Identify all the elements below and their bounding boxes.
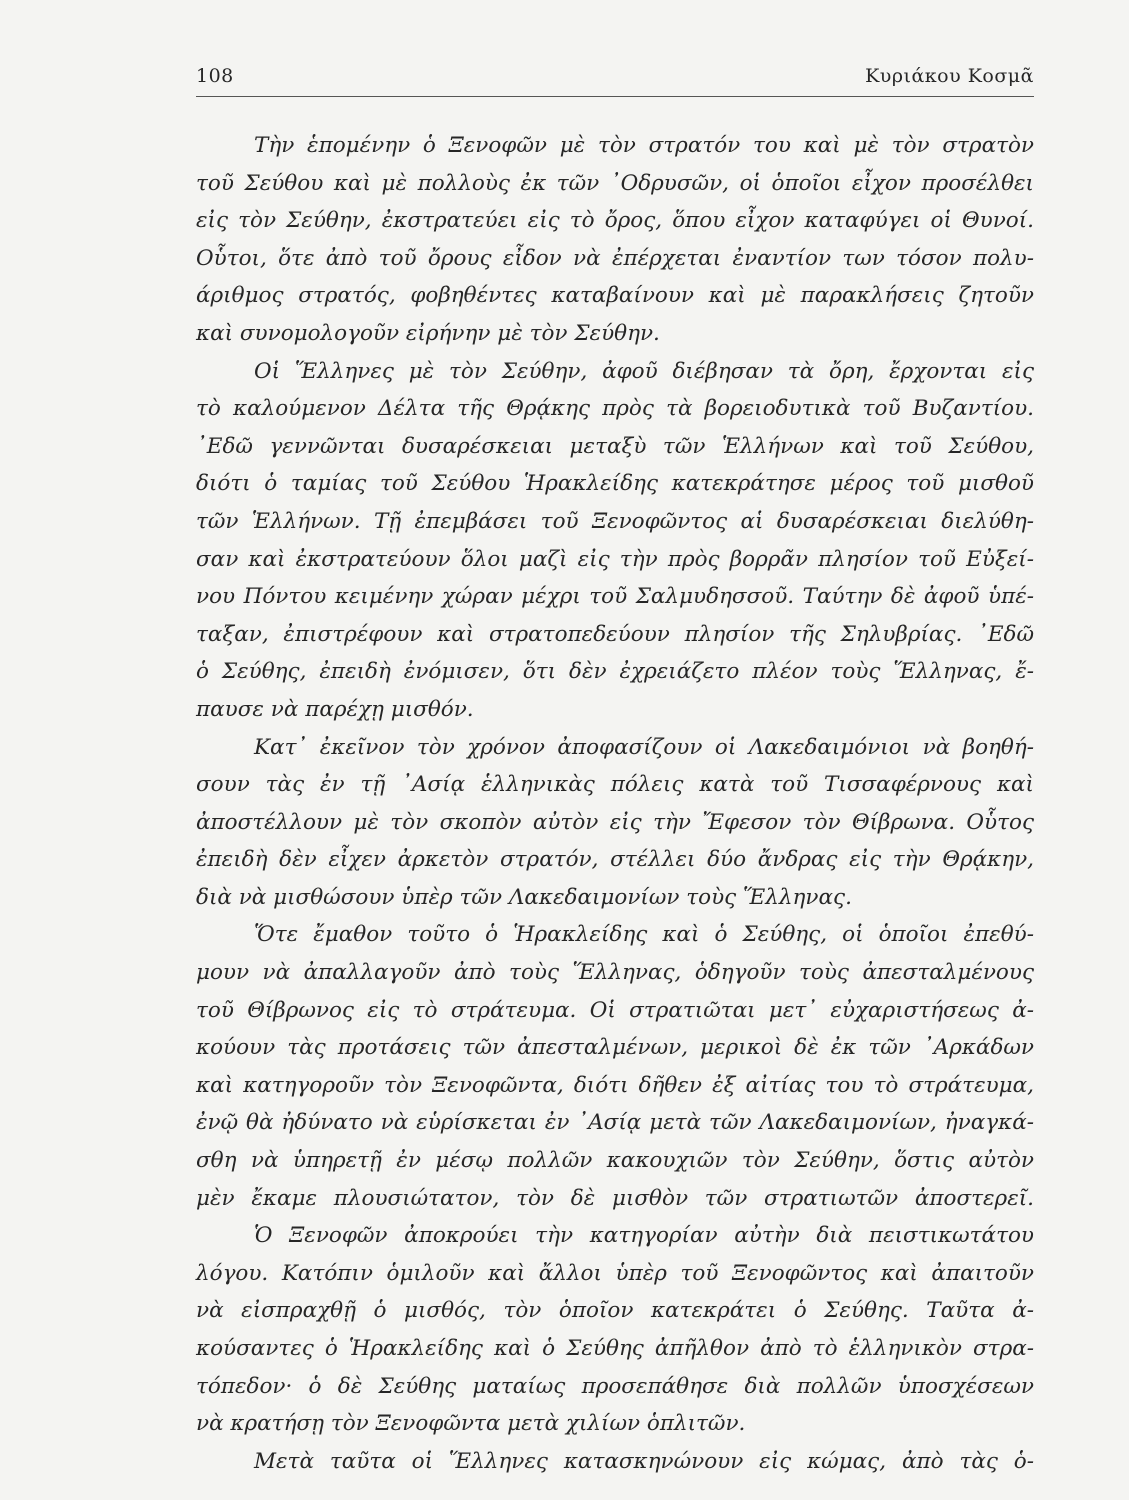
paragraph-first-line: Μετὰ ταῦτα οἱ Ἕλληνες κατασκηνώνουν εἰς κώμας, ἀπὸ τὰς ὁ- — [254, 1448, 1034, 1474]
text-line: παυσε νὰ παρέχῃ μισθόν. — [196, 696, 474, 722]
text-line: νου Πόντου κειμένην χώραν μέχρι τοῦ Σαλμυδησσοῦ. Ταύτην δὲ ἀφοῦ ὑπέ- — [196, 584, 1034, 610]
paragraph-first-line: Ὁ Ξενοφῶν ἀποκρούει τὴν κατηγορίαν αὐτὴν διὰ πειστικωτάτου — [254, 1223, 1034, 1249]
text-line: σουν τὰς ἐν τῇ ᾽Ασίᾳ ἑλληνικὰς πόλεις κατὰ τοῦ Τισσαφέρνους καὶ — [196, 772, 1034, 798]
running-head: Κυριάκου Κοσμᾶ — [865, 65, 1034, 87]
text-line: εἰς τὸν Σεύθην, ἐκστρατεύει εἰς τὸ ὄρος, ὅπου εἶχον καταφύγει οἱ Θυνοί. — [196, 208, 1034, 234]
page-header — [196, 62, 1034, 92]
text-line: ἀποστέλλουν μὲ τὸν σκοπὸν αὐτὸν εἰς τὴν Ἔφεσον τὸν Θίβρωνα. Οὗτος — [196, 809, 1034, 835]
text-line: Οὗτοι, ὅτε ἀπὸ τοῦ ὄρους εἶδον νὰ ἐπέρχεται ἐναντίον των τόσον πολυ- — [196, 245, 1034, 271]
text-line: σαν καὶ ἐκστρατεύουν ὅλοι μαζὶ εἰς τὴν πρὸς βορρᾶν πλησίον τοῦ Εὐξεί- — [196, 546, 1034, 572]
text-line: τοῦ Θίβρωνος εἰς τὸ στράτευμα. Οἱ στρατιῶται μετ᾽ εὐχαριστήσεως ἀ- — [196, 997, 1034, 1023]
text-line: σθη νὰ ὑπηρετῇ ἐν μέσῳ πολλῶν κακουχιῶν τὸν Σεύθην, ὅστις αὐτὸν — [196, 1148, 1034, 1174]
paragraph-first-line: Οἱ Ἕλληνες μὲ τὸν Σεύθην, ἀφοῦ διέβησαν τὰ ὄρη, ἔρχονται εἰς — [254, 358, 1034, 384]
text-line: διὰ νὰ μισθώσουν ὑπὲρ τῶν Λακεδαιμονίων τοὺς Ἕλληνας. — [196, 884, 852, 910]
text-line: μὲν ἔκαμε πλουσιώτατον, τὸν δὲ μισθὸν τῶν στρατιωτῶν ἀποστερεῖ. — [196, 1185, 1034, 1211]
text-line: καὶ κατηγοροῦν τὸν Ξενοφῶντα, διότι δῆθεν ἐξ αἰτίας του τὸ στράτευμα, — [196, 1072, 1034, 1098]
text-line: ταξαν, ἐπιστρέφουν καὶ στρατοπεδεύουν πλησίον τῆς Σηλυβρίας. ᾽Εδῶ — [196, 621, 1034, 647]
text-line: τόπεδον· ὁ δὲ Σεύθης ματαίως προσεπάθησε διὰ πολλῶν ὑποσχέσεων — [196, 1373, 1034, 1399]
text-line: τὸ καλούμενον Δέλτα τῆς Θρᾴκης πρὸς τὰ βορειοδυτικὰ τοῦ Βυζαντίου. — [196, 396, 1034, 422]
text-line: μουν νὰ ἀπαλλαγοῦν ἀπὸ τοὺς Ἕλληνας, ὁδηγοῦν τοὺς ἀπεσταλμένους — [196, 960, 1034, 986]
header-rule — [196, 96, 1034, 97]
text-line: τοῦ Σεύθου καὶ μὲ πολλοὺς ἐκ τῶν ᾽Οδρυσῶν, οἱ ὁποῖοι εἶχον προσέλθει — [196, 170, 1034, 196]
text-line: λόγου. Κατόπιν ὁμιλοῦν καὶ ἄλλοι ὑπὲρ τοῦ Ξενοφῶντος καὶ ἀπαιτοῦν — [196, 1260, 1034, 1286]
paragraph-first-line: Τὴν ἑπομένην ὁ Ξενοφῶν μὲ τὸν στρατόν του καὶ μὲ τὸν στρατὸν — [254, 133, 1034, 158]
text-line: ὁ Σεύθης, ἐπειδὴ ἐνόμισεν, ὅτι δὲν ἐχρειάζετο πλέον τοὺς Ἕλληνας, ἔ- — [196, 659, 1034, 685]
text-line: ἐνῷ θὰ ἠδύνατο νὰ εὑρίσκεται ἐν ᾽Ασίᾳ μετὰ τῶν Λακεδαιμονίων, ἠναγκά- — [196, 1110, 1034, 1136]
text-line: νὰ κρατήσῃ τὸν Ξενοφῶντα μετὰ χιλίων ὁπλιτῶν. — [196, 1411, 746, 1437]
text-line: κούσαντες ὁ Ἡρακλείδης καὶ ὁ Σεύθης ἀπῆλθον ἀπὸ τὸ ἑλληνικὸν στρα- — [196, 1336, 1034, 1361]
text-line: κούουν τὰς προτάσεις τῶν ἀπεσταλμένων, μερικοὶ δὲ ἐκ τῶν ᾽Αρκάδων — [196, 1035, 1034, 1061]
text-line: διότι ὁ ταμίας τοῦ Σεύθου Ἡρακλείδης κατεκράτησε μέρος τοῦ μισθοῦ — [196, 471, 1034, 497]
text-line: άριθμος στρατός, φοβηθέντες καταβαίνουν καὶ μὲ παρακλήσεις ζητοῦν — [196, 283, 1034, 309]
paragraph-first-line: Ὅτε ἔμαθον τοῦτο ὁ Ἡρακλείδης καὶ ὁ Σεύθης, οἱ ὁποῖοι ἐπεθύ- — [254, 922, 1034, 948]
text-line: νὰ εἰσπραχθῇ ὁ μισθός, τὸν ὁποῖον κατεκράτει ὁ Σεύθης. Ταῦτα ἀ- — [196, 1298, 1034, 1324]
body-text — [196, 127, 1034, 1480]
text-line: ἐπειδὴ δὲν εἶχεν ἀρκετὸν στρατόν, στέλλει δύο ἄνδρας εἰς τὴν Θρᾴκην, — [196, 847, 1034, 873]
paragraph-first-line: Κατ᾽ ἐκεῖνον τὸν χρόνον ἀποφασίζουν οἱ Λακεδαιμόνιοι νὰ βοηθή- — [254, 734, 1034, 760]
text-line: ᾽Εδῶ γεννῶνται δυσαρέσκειαι μεταξὺ τῶν Ἑλλήνων καὶ τοῦ Σεύθου, — [196, 433, 1034, 459]
text-line: καὶ συνομολογοῦν εἰρήνην μὲ τὸν Σεύθην. — [196, 320, 660, 346]
page-number: 108 — [196, 65, 234, 87]
text-line: τῶν Ἑλλήνων. Τῇ ἐπεμβάσει τοῦ Ξενοφῶντος αἱ δυσαρέσκειαι διελύθη- — [196, 508, 1034, 534]
